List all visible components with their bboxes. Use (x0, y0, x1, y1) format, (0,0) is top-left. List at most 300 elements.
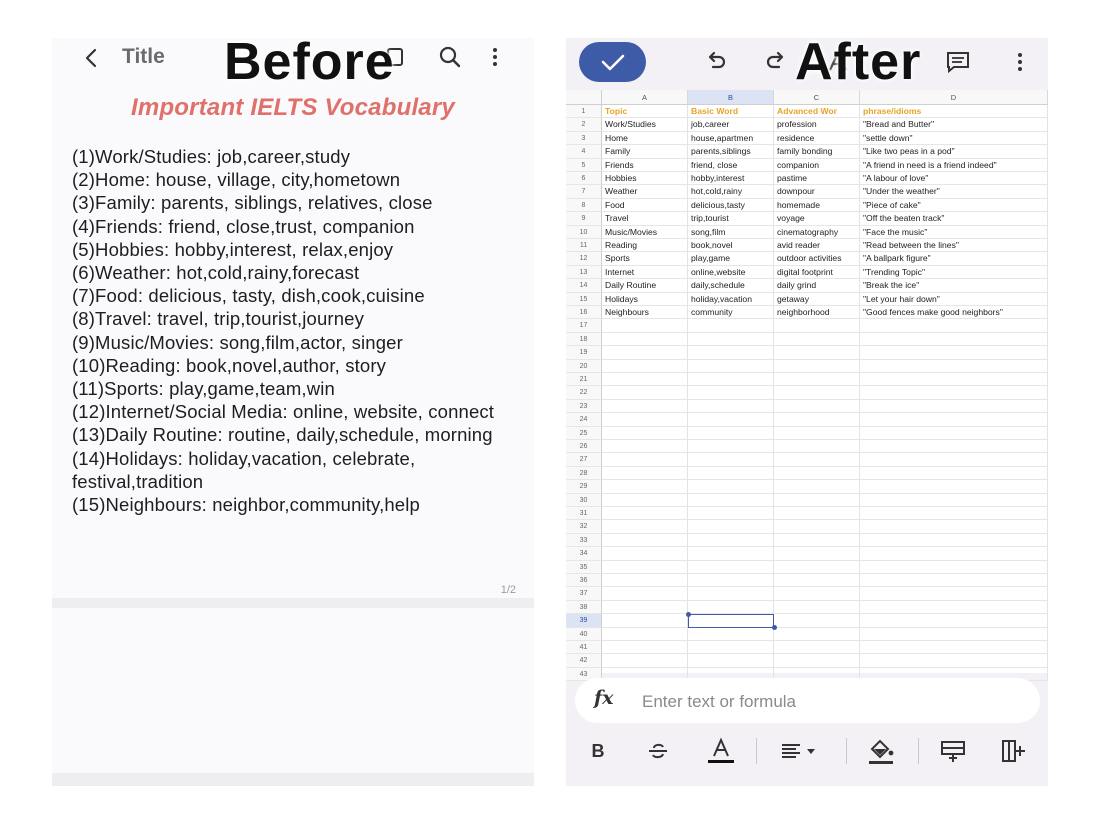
row-number[interactable]: 12 (566, 252, 602, 265)
row-number[interactable]: 3 (566, 132, 602, 145)
table-cell[interactable]: getaway (774, 293, 860, 306)
table-cell[interactable]: house,apartmen (688, 132, 774, 145)
row-number[interactable]: 26 (566, 440, 602, 453)
table-cell[interactable] (602, 547, 688, 560)
row-number[interactable]: 23 (566, 400, 602, 413)
table-cell[interactable] (602, 400, 688, 413)
row-number[interactable]: 18 (566, 333, 602, 346)
table-cell[interactable]: "Let your hair down" (860, 293, 1048, 306)
selection-handle[interactable] (686, 612, 691, 617)
row-number[interactable]: 33 (566, 534, 602, 547)
table-cell[interactable] (774, 507, 860, 520)
table-cell[interactable] (774, 427, 860, 440)
table-row (566, 279, 1048, 292)
confirm-button[interactable] (579, 42, 646, 82)
table-row (566, 239, 1048, 252)
table-cell[interactable]: Friends (602, 159, 688, 172)
row-number[interactable]: 31 (566, 507, 602, 520)
table-cell[interactable] (774, 480, 860, 493)
row-number[interactable]: 13 (566, 266, 602, 279)
table-cell[interactable] (774, 574, 860, 587)
row-number[interactable]: 20 (566, 360, 602, 373)
vocab-item: (13)Daily Routine: routine, daily,schedule, morning (72, 424, 493, 446)
row-number[interactable]: 28 (566, 467, 602, 480)
table-cell[interactable]: parents,siblings (688, 145, 774, 158)
table-cell[interactable]: book,novel (688, 239, 774, 252)
table-cell[interactable] (774, 346, 860, 359)
table-row (566, 574, 1048, 587)
search-icon[interactable] (437, 44, 463, 70)
table-cell[interactable] (860, 614, 1048, 627)
table-cell[interactable] (860, 587, 1048, 600)
row-number[interactable]: 37 (566, 587, 602, 600)
table-cell[interactable] (688, 386, 774, 399)
table-cell[interactable] (688, 494, 774, 507)
table-cell[interactable] (688, 373, 774, 386)
table-cell[interactable]: profession (774, 118, 860, 131)
strikethrough-icon[interactable] (644, 736, 672, 766)
table-cell[interactable] (688, 467, 774, 480)
page-indicator: 1/2 (500, 584, 516, 596)
table-cell[interactable]: Advanced Wor (774, 105, 860, 118)
table-cell[interactable] (688, 346, 774, 359)
column-header-a[interactable]: A (602, 90, 688, 105)
table-cell[interactable]: Food (602, 199, 688, 212)
table-cell[interactable] (774, 400, 860, 413)
table-row (566, 105, 1048, 118)
undo-icon[interactable] (702, 48, 730, 76)
table-cell[interactable]: Weather (602, 185, 688, 198)
table-cell[interactable] (860, 547, 1048, 560)
table-cell[interactable] (860, 654, 1048, 667)
table-row (566, 520, 1048, 533)
select-all-corner[interactable] (566, 90, 602, 105)
table-cell[interactable] (688, 480, 774, 493)
fill-color-icon[interactable] (866, 736, 896, 766)
table-cell[interactable] (860, 400, 1048, 413)
table-cell[interactable] (860, 641, 1048, 654)
row-number[interactable]: 4 (566, 145, 602, 158)
table-row (566, 118, 1048, 131)
check-icon (579, 42, 646, 82)
table-cell[interactable]: Basic Word (688, 105, 774, 118)
row-number[interactable]: 29 (566, 480, 602, 493)
row-number[interactable]: 7 (566, 185, 602, 198)
table-cell[interactable] (860, 574, 1048, 587)
table-cell[interactable] (860, 373, 1048, 386)
table-cell[interactable]: outdoor activities (774, 252, 860, 265)
row-number[interactable]: 34 (566, 547, 602, 560)
table-cell[interactable] (774, 373, 860, 386)
table-cell[interactable] (602, 386, 688, 399)
vocab-item: (12)Internet/Social Media: online, website, connect (72, 401, 495, 423)
table-cell[interactable]: Music/Movies (602, 226, 688, 239)
table-row (566, 319, 1048, 332)
table-row (566, 628, 1048, 641)
table-cell[interactable] (774, 360, 860, 373)
table-row (566, 132, 1048, 145)
table-cell[interactable] (860, 440, 1048, 453)
table-cell[interactable]: online,website (688, 266, 774, 279)
table-cell[interactable] (688, 520, 774, 533)
before-panel (52, 38, 534, 786)
vocab-item: (2)Home: house, village, city,hometown (72, 169, 401, 191)
table-row (566, 159, 1048, 172)
table-row (566, 172, 1048, 185)
table-cell[interactable]: homemade (774, 199, 860, 212)
format-divider (756, 738, 757, 764)
table-cell[interactable]: "A friend in need is a friend indeed" (860, 159, 1048, 172)
table-cell[interactable] (602, 641, 688, 654)
table-cell[interactable] (860, 561, 1048, 574)
row-number[interactable]: 15 (566, 293, 602, 306)
format-divider (918, 738, 919, 764)
table-cell[interactable] (602, 628, 688, 641)
table-cell[interactable] (688, 507, 774, 520)
table-row (566, 453, 1048, 466)
column-header-d[interactable]: D (860, 90, 1048, 105)
table-cell[interactable] (860, 427, 1048, 440)
more-vert-icon[interactable] (482, 44, 508, 70)
table-cell[interactable] (688, 400, 774, 413)
table-cell[interactable]: "Off the beaten track" (860, 212, 1048, 225)
table-cell[interactable]: trip,tourist (688, 212, 774, 225)
table-row (566, 654, 1048, 667)
table-row (566, 360, 1048, 373)
table-row (566, 199, 1048, 212)
table-cell[interactable]: digital footprint (774, 266, 860, 279)
table-cell[interactable] (602, 467, 688, 480)
row-number[interactable]: 5 (566, 159, 602, 172)
row-number[interactable]: 8 (566, 199, 602, 212)
format-toolbar (566, 732, 1048, 772)
table-cell[interactable]: "Break the ice" (860, 279, 1048, 292)
table-cell[interactable] (774, 319, 860, 332)
table-cell[interactable]: avid reader (774, 239, 860, 252)
table-row (566, 400, 1048, 413)
table-cell[interactable] (860, 480, 1048, 493)
row-number[interactable]: 27 (566, 453, 602, 466)
insert-column-icon[interactable] (998, 736, 1028, 766)
row-number[interactable]: 41 (566, 641, 602, 654)
column-header-c[interactable]: C (774, 90, 860, 105)
table-cell[interactable]: play,game (688, 252, 774, 265)
table-cell[interactable] (688, 601, 774, 614)
table-cell[interactable] (688, 654, 774, 667)
row-number[interactable]: 35 (566, 561, 602, 574)
table-cell[interactable] (860, 601, 1048, 614)
table-cell[interactable]: cinematography (774, 226, 860, 239)
selection-handle[interactable] (772, 625, 777, 630)
vocab-item: (9)Music/Movies: song,film,actor, singer (72, 331, 403, 353)
table-cell[interactable] (602, 601, 688, 614)
table-cell[interactable] (860, 413, 1048, 426)
row-number[interactable]: 42 (566, 654, 602, 667)
table-row (566, 252, 1048, 265)
formula-bar[interactable] (575, 678, 1040, 723)
text-color-icon[interactable] (704, 736, 738, 766)
row-number[interactable]: 40 (566, 628, 602, 641)
table-cell[interactable] (860, 386, 1048, 399)
table-cell[interactable] (774, 628, 860, 641)
vocab-item: (7)Food: delicious, tasty, dish,cook,cuisine (72, 285, 425, 307)
table-row (566, 440, 1048, 453)
insert-row-icon[interactable] (938, 736, 968, 766)
table-cell[interactable] (602, 507, 688, 520)
vocab-item: (15)Neighbours: neighbor,community,help (72, 494, 420, 516)
table-cell[interactable] (688, 413, 774, 426)
table-cell[interactable] (774, 413, 860, 426)
format-divider (846, 738, 847, 764)
row-number[interactable]: 25 (566, 427, 602, 440)
table-row (566, 601, 1048, 614)
table-cell[interactable]: community (688, 306, 774, 319)
table-cell[interactable]: daily,schedule (688, 279, 774, 292)
table-cell[interactable]: Internet (602, 266, 688, 279)
row-number[interactable]: 11 (566, 239, 602, 252)
row-number[interactable]: 10 (566, 226, 602, 239)
table-cell[interactable] (602, 373, 688, 386)
table-cell[interactable] (860, 467, 1048, 480)
after-panel (566, 38, 1048, 786)
table-cell[interactable]: Hobbies (602, 172, 688, 185)
table-cell[interactable] (860, 628, 1048, 641)
table-cell[interactable] (860, 534, 1048, 547)
table-row (566, 467, 1048, 480)
row-number[interactable]: 1 (566, 105, 602, 118)
table-cell[interactable]: delicious,tasty (688, 199, 774, 212)
table-cell[interactable]: Travel (602, 212, 688, 225)
table-cell[interactable] (774, 440, 860, 453)
table-cell[interactable] (774, 601, 860, 614)
table-cell[interactable]: Holidays (602, 293, 688, 306)
table-row (566, 547, 1048, 560)
table-cell[interactable]: voyage (774, 212, 860, 225)
table-cell[interactable]: "Under the weather" (860, 185, 1048, 198)
table-cell[interactable]: Topic (602, 105, 688, 118)
table-cell[interactable] (774, 520, 860, 533)
table-cell[interactable]: family bonding (774, 145, 860, 158)
table-cell[interactable]: song,film (688, 226, 774, 239)
column-header-b[interactable]: B (688, 90, 774, 105)
table-cell[interactable] (602, 413, 688, 426)
table-cell[interactable]: "Trending Topic" (860, 266, 1048, 279)
table-cell[interactable] (688, 641, 774, 654)
row-number[interactable]: 19 (566, 346, 602, 359)
table-cell[interactable] (774, 333, 860, 346)
table-row (566, 373, 1048, 386)
table-cell[interactable]: hobby,interest (688, 172, 774, 185)
row-number[interactable]: 32 (566, 520, 602, 533)
table-cell[interactable] (774, 386, 860, 399)
row-number[interactable]: 16 (566, 306, 602, 319)
table-row (566, 212, 1048, 225)
table-row (566, 346, 1048, 359)
table-row (566, 494, 1048, 507)
row-number[interactable]: 36 (566, 574, 602, 587)
table-cell[interactable] (602, 319, 688, 332)
row-number[interactable]: 14 (566, 279, 602, 292)
table-cell[interactable] (688, 333, 774, 346)
table-cell[interactable]: "Like two peas in a pod" (860, 145, 1048, 158)
function-icon: fx (594, 687, 614, 709)
table-cell[interactable]: "A ballpark figure" (860, 252, 1048, 265)
table-cell[interactable]: "Piece of cake" (860, 199, 1048, 212)
table-row (566, 534, 1048, 547)
vocab-item: (6)Weather: hot,cold,rainy,forecast (72, 262, 360, 284)
table-cell[interactable] (774, 547, 860, 560)
table-cell[interactable] (602, 654, 688, 667)
table-cell[interactable] (602, 520, 688, 533)
table-row (566, 266, 1048, 279)
table-cell[interactable] (774, 587, 860, 600)
before-label: Before (224, 33, 395, 91)
table-cell[interactable] (602, 333, 688, 346)
comment-icon[interactable] (944, 48, 972, 76)
table-cell[interactable] (602, 360, 688, 373)
table-cell[interactable] (688, 319, 774, 332)
vocab-item: (10)Reading: book,novel,author, story (72, 354, 387, 376)
row-number[interactable]: 22 (566, 386, 602, 399)
table-cell[interactable] (688, 587, 774, 600)
table-cell[interactable] (860, 453, 1048, 466)
table-cell[interactable] (602, 494, 688, 507)
vocab-item: (11)Sports: play,game,team,win (72, 378, 335, 400)
table-cell[interactable] (688, 427, 774, 440)
table-cell[interactable] (774, 561, 860, 574)
row-number[interactable]: 6 (566, 172, 602, 185)
table-cell[interactable]: Daily Routine (602, 279, 688, 292)
table-cell[interactable]: hot,cold,rainy (688, 185, 774, 198)
table-row (566, 413, 1048, 426)
align-icon[interactable] (778, 736, 824, 766)
table-cell[interactable]: downpour (774, 185, 860, 198)
row-number[interactable]: 39 (566, 614, 602, 627)
table-cell[interactable] (688, 453, 774, 466)
row-number[interactable]: 38 (566, 601, 602, 614)
table-cell[interactable]: "Good fences make good neighbors" (860, 306, 1048, 319)
table-cell[interactable]: Home (602, 132, 688, 145)
table-cell[interactable] (860, 494, 1048, 507)
table-cell[interactable]: neighborhood (774, 306, 860, 319)
vocab-item: (8)Travel: travel, trip,tourist,journey (72, 308, 365, 330)
table-cell[interactable] (774, 467, 860, 480)
table-cell[interactable] (860, 520, 1048, 533)
table-cell[interactable]: "A labour of love" (860, 172, 1048, 185)
vocab-item: (3)Family: parents, siblings, relatives, close (72, 192, 433, 214)
table-cell[interactable]: residence (774, 132, 860, 145)
vocab-list[interactable] (72, 145, 532, 516)
table-cell[interactable] (860, 346, 1048, 359)
table-cell[interactable] (602, 453, 688, 466)
table-cell[interactable] (602, 480, 688, 493)
table-cell[interactable] (688, 561, 774, 574)
table-row (566, 306, 1048, 319)
table-cell[interactable]: "Bread and Butter" (860, 118, 1048, 131)
table-cell[interactable] (688, 628, 774, 641)
table-cell[interactable] (774, 614, 860, 627)
table-cell[interactable] (774, 641, 860, 654)
table-cell[interactable] (860, 360, 1048, 373)
table-cell[interactable]: Reading (602, 239, 688, 252)
table-cell[interactable]: companion (774, 159, 860, 172)
formula-input[interactable] (640, 678, 1024, 725)
table-cell[interactable] (688, 440, 774, 453)
row-number[interactable]: 17 (566, 319, 602, 332)
table-cell[interactable] (602, 534, 688, 547)
table-cell[interactable]: pastime (774, 172, 860, 185)
table-cell[interactable] (602, 587, 688, 600)
table-cell[interactable] (688, 547, 774, 560)
table-cell[interactable]: Work/Studies (602, 118, 688, 131)
row-number[interactable]: 9 (566, 212, 602, 225)
more-vert-icon[interactable] (1006, 48, 1034, 76)
table-cell[interactable] (688, 360, 774, 373)
table-row (566, 145, 1048, 158)
table-row (566, 561, 1048, 574)
table-cell[interactable]: phrase/idioms (860, 105, 1048, 118)
table-cell[interactable]: friend, close (688, 159, 774, 172)
table-cell[interactable] (774, 453, 860, 466)
table-row (566, 427, 1048, 440)
table-cell[interactable]: holiday,vacation (688, 293, 774, 306)
note-title[interactable]: Title (122, 45, 165, 68)
table-cell[interactable]: "settle down" (860, 132, 1048, 145)
table-cell[interactable] (774, 654, 860, 667)
spreadsheet-grid[interactable] (566, 90, 1048, 678)
vocab-item: (1)Work/Studies: job,career,study (72, 146, 351, 167)
table-cell[interactable] (602, 427, 688, 440)
table-cell[interactable] (860, 507, 1048, 520)
table-cell[interactable] (860, 319, 1048, 332)
row-number[interactable]: 24 (566, 413, 602, 426)
cell-selection[interactable] (688, 614, 774, 627)
bold-icon[interactable]: B (591, 740, 605, 761)
table-cell[interactable]: Sports (602, 252, 688, 265)
back-icon[interactable] (80, 44, 104, 72)
row-number[interactable]: 2 (566, 118, 602, 131)
table-cell[interactable]: Family (602, 145, 688, 158)
table-cell[interactable] (774, 534, 860, 547)
table-row (566, 641, 1048, 654)
table-cell[interactable] (602, 346, 688, 359)
after-label: After (795, 33, 922, 91)
table-row (566, 185, 1048, 198)
table-cell[interactable] (602, 440, 688, 453)
table-cell[interactable] (602, 561, 688, 574)
table-cell[interactable] (602, 614, 688, 627)
table-cell[interactable]: Neighbours (602, 306, 688, 319)
page-divider (52, 598, 534, 608)
table-cell[interactable] (860, 333, 1048, 346)
row-number[interactable]: 43 (566, 668, 602, 681)
redo-icon[interactable] (762, 48, 790, 76)
table-cell[interactable] (688, 574, 774, 587)
table-row (566, 333, 1048, 346)
table-cell[interactable] (774, 494, 860, 507)
table-cell[interactable]: job,career (688, 118, 774, 131)
table-cell[interactable]: daily grind (774, 279, 860, 292)
vocab-item: (14)Holidays: holiday,vacation, celebrate, festival,tradition (72, 447, 416, 492)
table-cell[interactable] (688, 534, 774, 547)
row-number[interactable]: 30 (566, 494, 602, 507)
row-number[interactable]: 21 (566, 373, 602, 386)
table-cell[interactable]: "Read between the lines" (860, 239, 1048, 252)
table-cell[interactable]: "Face the music" (860, 226, 1048, 239)
table-cell[interactable] (602, 574, 688, 587)
table-row (566, 386, 1048, 399)
table-row (566, 480, 1048, 493)
